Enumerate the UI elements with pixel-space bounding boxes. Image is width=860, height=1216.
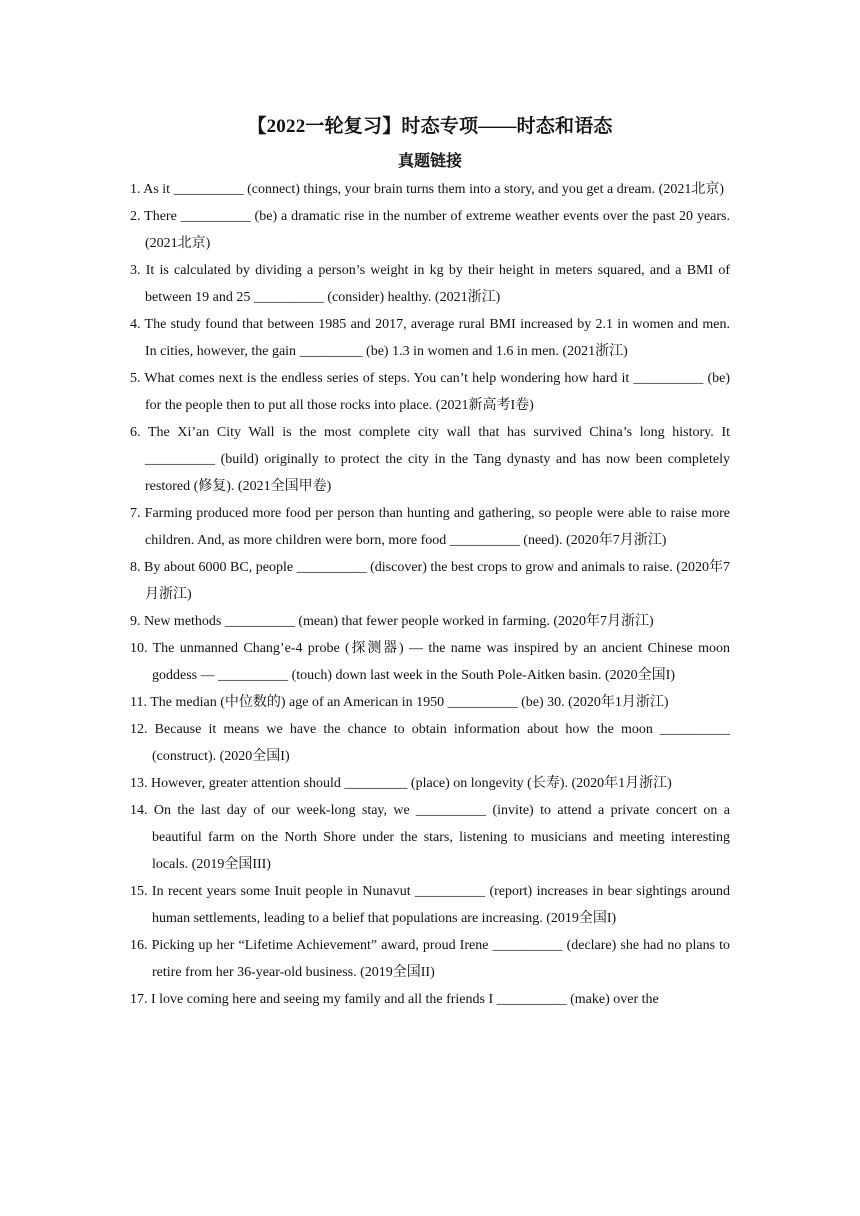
question-item: 12. Because it means we have the chance to obtain information about how the moon __________ (construct). (2020全国I): [130, 722, 731, 764]
question-item: 11. The median (中位数的) age of an American in 1950 __________ (be) 30. (2020年1月浙江): [130, 695, 669, 710]
question-item: 15. In recent years some Inuit people in Nunavut __________ (report) increases in bear sightings around human settlements, leading to a belief that populations are increasing. (2019全国I): [130, 884, 730, 926]
question-item: 16. Picking up her “Lifetime Achievement” award, proud Irene __________ (declare) she had no plans to retire from her 36-year-old business. (2019全国II): [130, 938, 731, 980]
question-item: 1. As it __________ (connect) things, your brain turns them into a story, and you get a dream. (2021北京): [130, 182, 724, 197]
question-item: 2. There __________ (be) a dramatic rise in the number of extreme weather events over the past 20 years. (2021北京): [130, 209, 730, 251]
question-item: 10. The unmanned Chang’e-4 probe (探测器) — the name was inspired by an ancient Chinese moon goddess — __________ (touch) down last week in the South Pole-Aitken basin. (2020全国I): [130, 641, 730, 683]
question-item: 8. By about 6000 BC, people __________ (discover) the best crops to grow and animals to raise. (2020年7月浙江): [130, 560, 730, 602]
question-item: 3. It is calculated by dividing a person’s weight in kg by their height in meters squared, and a BMI of between 19 and 25 __________ (consider) healthy. (2021浙江): [130, 263, 730, 305]
question-item: 14. On the last day of our week-long stay, we __________ (invite) to attend a private concert on a beautiful farm on the North Shore under the stars, listening to musicians and meeting interesting locals. (2019全国III): [130, 803, 731, 872]
question-list: [130, 176, 730, 1013]
question-item: 17. I love coming here and seeing my family and all the friends I __________ (make) over the: [130, 992, 659, 1007]
document-title: 【2022一轮复习】时态专项——时态和语态: [247, 116, 613, 137]
question-item: 7. Farming produced more food per person than hunting and gathering, so people were able to raise more children. And, as more children were born, more food __________ (need). (2020年7月浙江): [130, 506, 731, 548]
question-item: 4. The study found that between 1985 and 2017, average rural BMI increased by 2.1 in women and men. In cities, however, the gain _________ (be) 1.3 in women and 1.6 in men. (2021浙江): [130, 317, 730, 359]
section-heading: 真题链接: [397, 153, 462, 170]
question-item: 5. What comes next is the endless series of steps. You can’t help wondering how hard it __________ (be) for the people then to put all those rocks into place. (2021新高考I卷): [130, 371, 730, 413]
question-item: 13. However, greater attention should _________ (place) on longevity (长寿). (2020年1月浙江): [130, 776, 672, 791]
question-item: 9. New methods __________ (mean) that fewer people worked in farming. (2020年7月浙江): [130, 614, 654, 629]
question-item: 6. The Xi’an City Wall is the most complete city wall that has survived China’s long history. It __________ (build) originally to protect the city in the Tang dynasty and has now been completely restored (修复). (2021全国甲卷): [130, 425, 730, 494]
